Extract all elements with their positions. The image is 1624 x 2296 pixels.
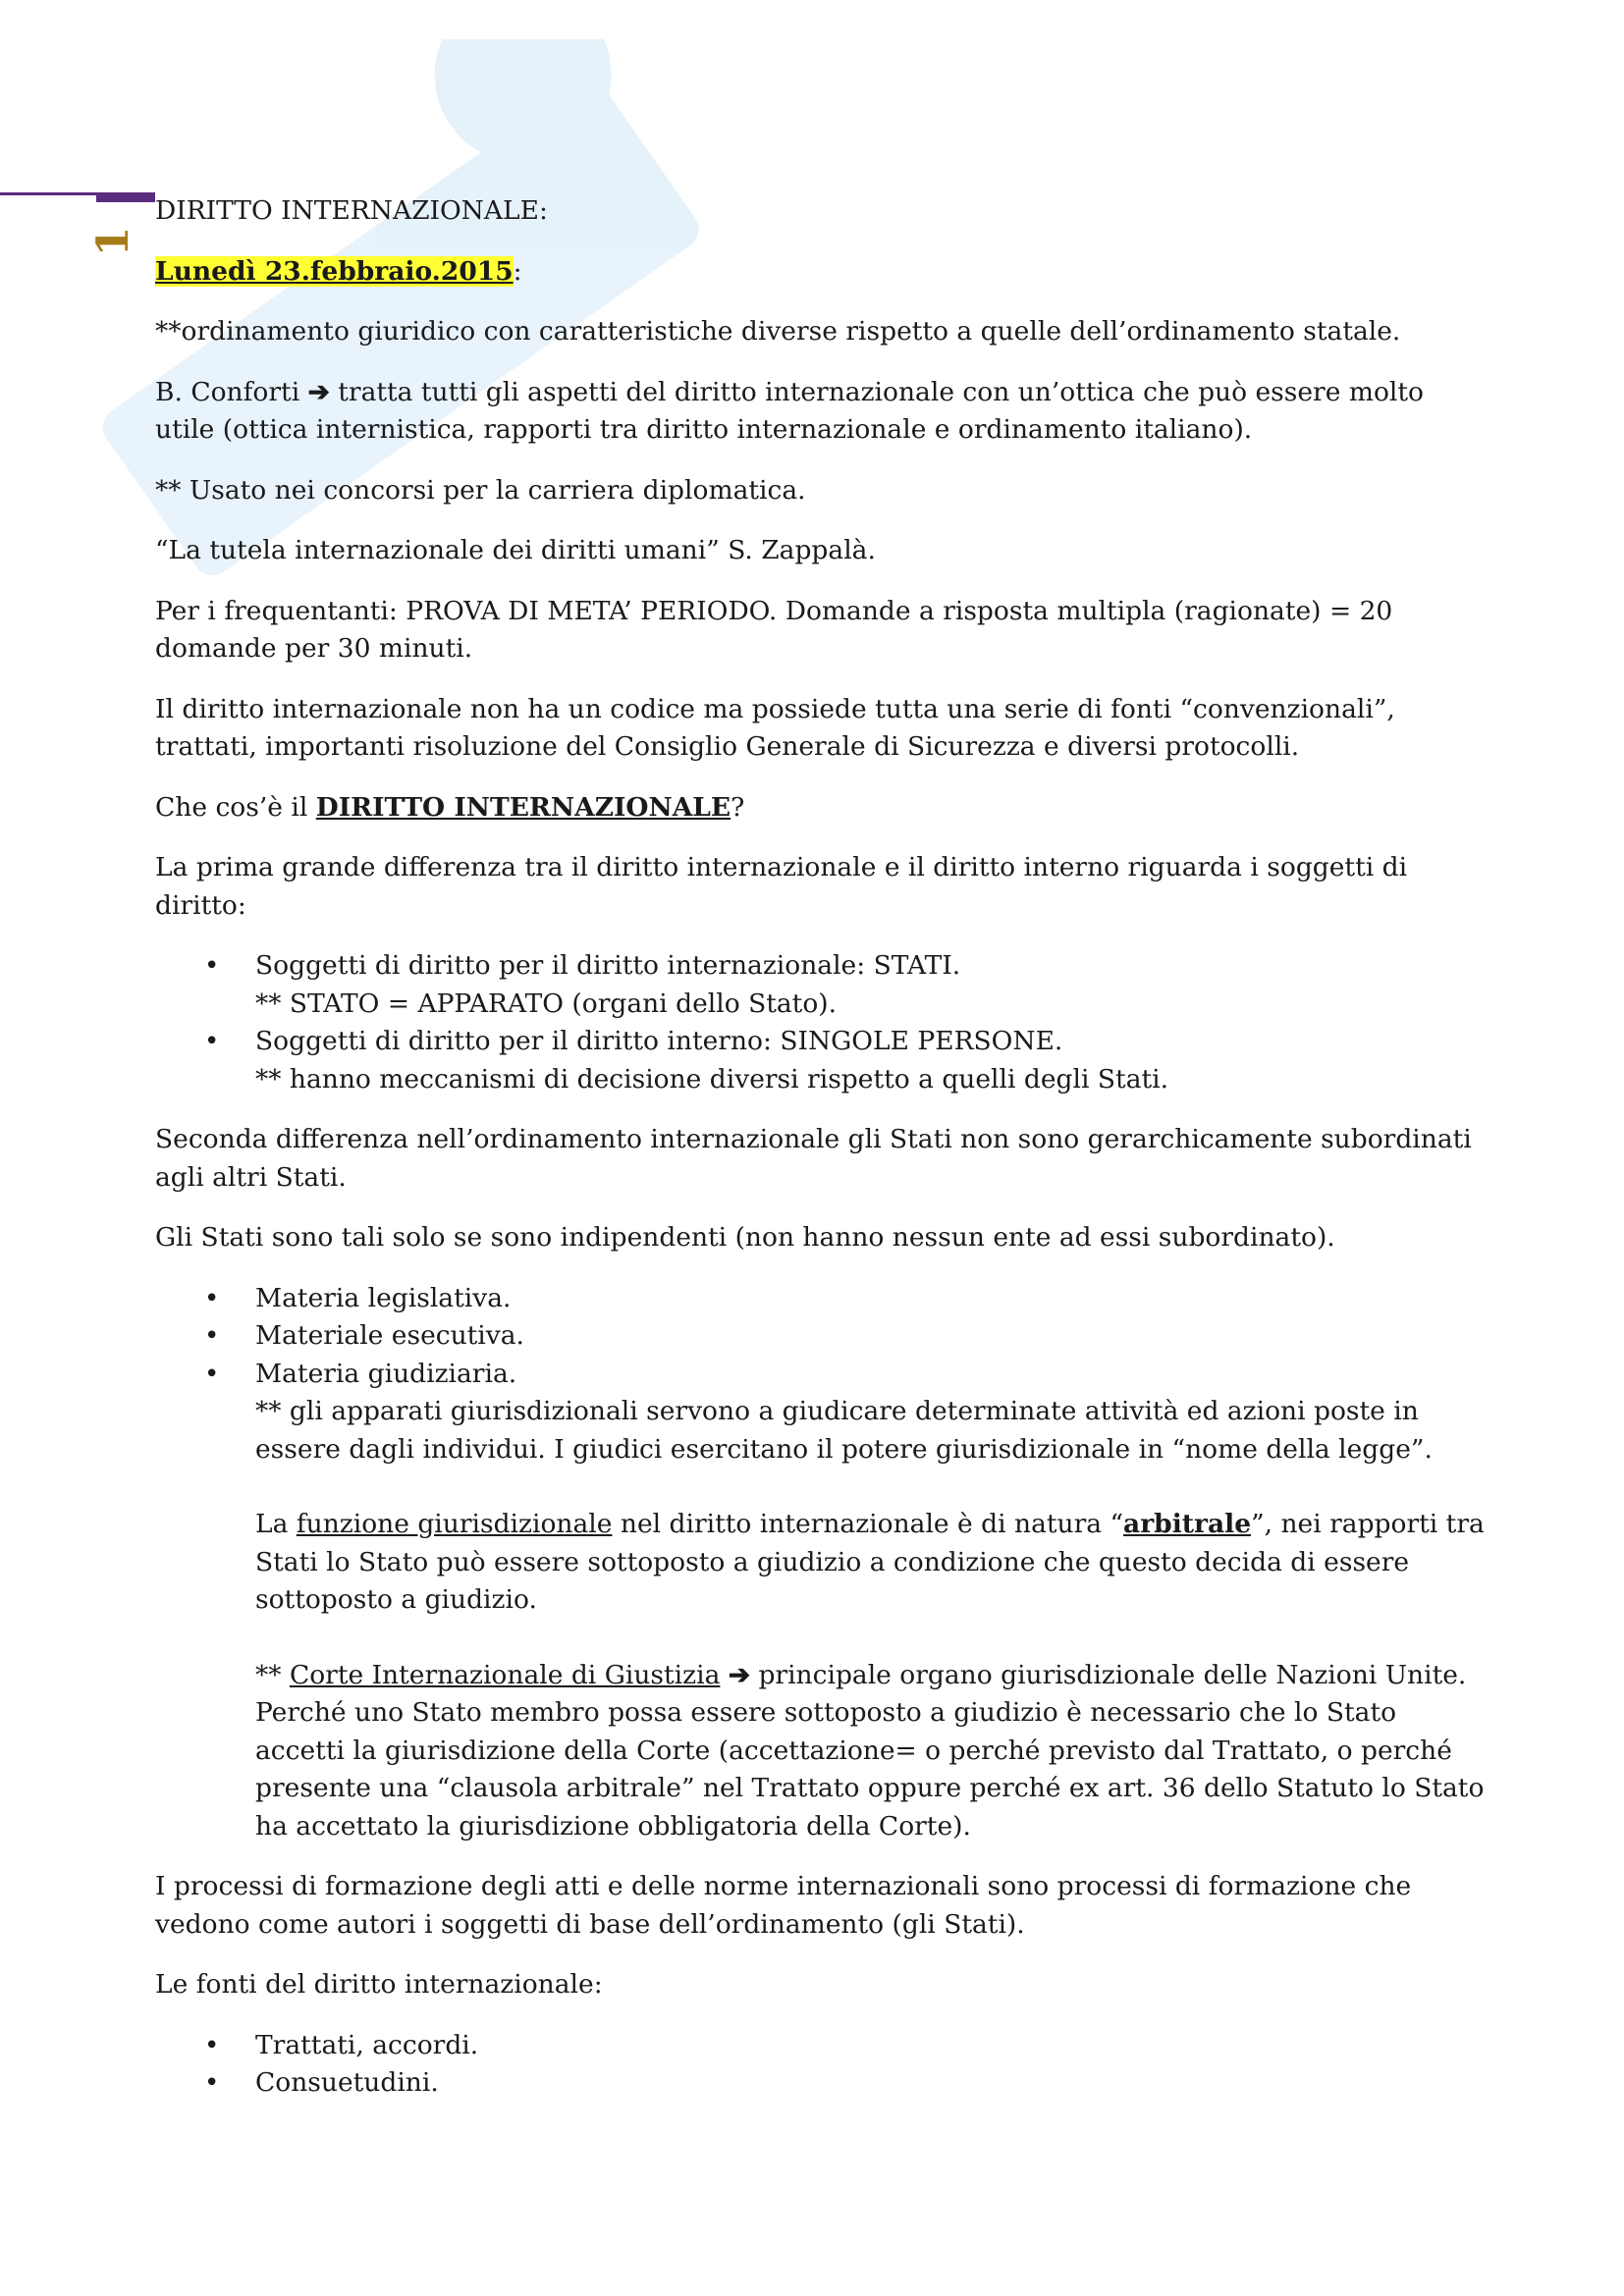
emphasis-term: DIRITTO INTERNAZIONALE xyxy=(315,791,731,823)
arrow-icon: ➔ xyxy=(728,1659,751,1690)
list-item: • Materiale esecutiva. xyxy=(155,1317,1490,1356)
document-title: DIRITTO INTERNAZIONALE: xyxy=(155,195,548,226)
paragraph: ** Usato nei concorsi per la carriera diplomatica. xyxy=(155,474,806,506)
list-item: • Materia giudiziaria. ** gli apparati giurisdizionali servono a giudicare determinate attività ed azioni poste in essere dagli individui. I giudici esercitano il potere giurisdizionale in “nome della legge”. La funzione giurisdizionale nel diritto internazionale è di natura “arbitrale”, nei rapporti tra Stati lo Stato può essere sottoposto a giudizio a condizione che questo decida di essere sottoposto a giudizio. ** Corte Internazionale di Giustizia ➔ principale organo giurisdizionale delle Nazioni Unite. Perché uno Stato membro possa essere sottoposto a giudizio è necessario che lo Stato accetti la giurisdizione della Corte (accettazione= o perché previsto dal Trattato, o perché presente una “clausola arbitrale” nel Trattato oppure perché ex art. 36 dello Statuto lo Stato ha accettato la giurisdizione obbligatoria della Corte). xyxy=(155,1356,1490,1846)
arrow-icon: ➔ xyxy=(307,376,330,407)
header-rule xyxy=(0,192,96,195)
header-accent-bar xyxy=(96,192,155,202)
paragraph: Le fonti del diritto internazionale: xyxy=(155,1969,603,2000)
underlined-term: funzione giurisdizionale xyxy=(296,1509,613,1539)
bullet-list xyxy=(155,2027,1490,2103)
emphasis-term: arbitrale xyxy=(1123,1509,1252,1539)
paragraph: B. Conforti ➔ tratta tutti gli aspetti del diritto internazionale con un’ottica che può essere molto utile (ottica internistica, rapporti tra diritto internazionale e ordinamento italiano). xyxy=(155,376,1424,445)
date-heading: Lunedì 23.febbraio.2015: xyxy=(155,255,522,287)
paragraph: Per i frequentanti: PROVA DI META’ PERIODO. Domande a risposta multipla (ragionate) = 20 domande per 30 minuti. xyxy=(155,595,1393,664)
list-item: • Soggetti di diritto per il diritto interno: SINGOLE PERSONE. ** hanno meccanismi di decisione diversi rispetto a quelli degli Stati. xyxy=(155,1023,1490,1098)
underlined-term: Corte Internazionale di Giustizia xyxy=(289,1659,721,1690)
list-item: • Consuetudini. xyxy=(155,2064,1490,2103)
page-number: 1 xyxy=(88,226,138,257)
document-body xyxy=(155,192,1490,2125)
paragraph: Gli Stati sono tali solo se sono indipendenti (non hanno nessun ente ad essi subordinato). xyxy=(155,1222,1335,1253)
paragraph: Seconda differenza nell’ordinamento internazionale gli Stati non sono gerarchicamente subordinati agli altri Stati. xyxy=(155,1124,1472,1193)
paragraph: **ordinamento giuridico con caratteristiche diverse rispetto a quelle dell’ordinamento statale. xyxy=(155,316,1401,347)
list-item: • Materia legislativa. xyxy=(155,1280,1490,1318)
paragraph: Il diritto internazionale non ha un codice ma possiede tutta una serie di fonti “convenzionali”, trattati, importanti risoluzione del Consiglio Generale di Sicurezza e diversi protocolli. xyxy=(155,693,1395,762)
paragraph: “La tutela internazionale dei diritti umani” S. Zappalà. xyxy=(155,535,876,565)
paragraph: Che cos’è il DIRITTO INTERNAZIONALE? xyxy=(155,791,745,823)
bullet-list xyxy=(155,1280,1490,1846)
bullet-list xyxy=(155,947,1490,1098)
list-item: • Trattati, accordi. xyxy=(155,2027,1490,2065)
list-item: • Soggetti di diritto per il diritto internazionale: STATI. ** STATO = APPARATO (organi dello Stato). xyxy=(155,947,1490,1023)
paragraph: I processi di formazione degli atti e delle norme internazionali sono processi di formazione che vedono come autori i soggetti di base dell’ordinamento (gli Stati). xyxy=(155,1871,1412,1940)
date-highlight: Lunedì 23.febbraio.2015 xyxy=(155,255,514,287)
paragraph: La prima grande differenza tra il diritto internazionale e il diritto interno riguarda i soggetti di diritto: xyxy=(155,852,1408,921)
